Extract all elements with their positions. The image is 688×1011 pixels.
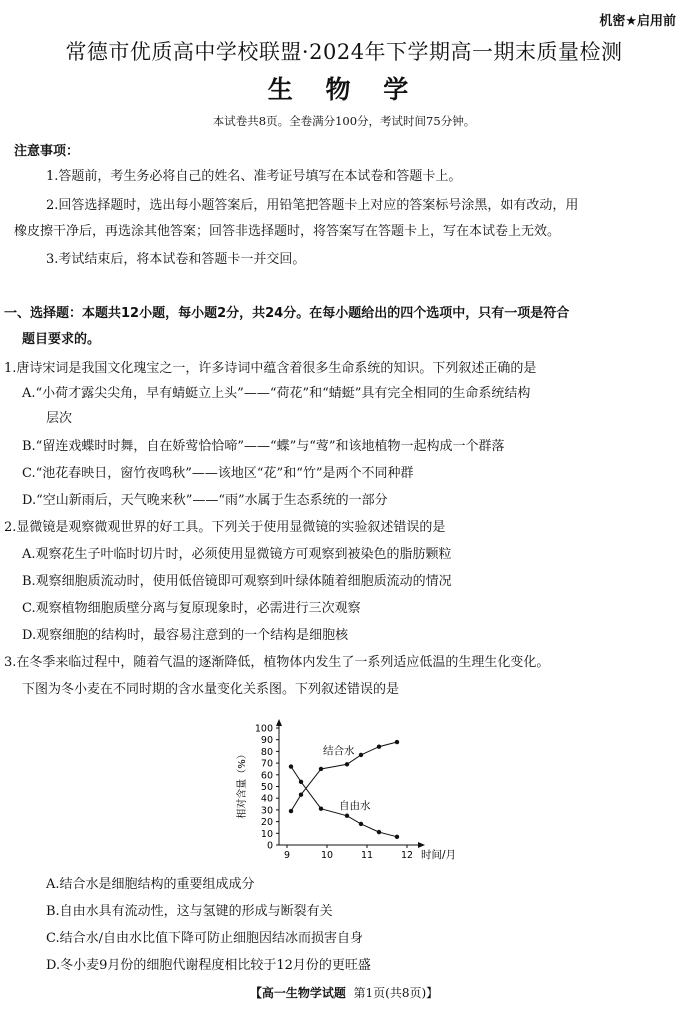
question-1-option-a: A.“小荷才露尖尖角，早有蜻蜓立上头”——“荷花”和“蜻蜓”具有完全相同的生命系统结构 — [22, 386, 531, 401]
data-point-bound-water — [299, 792, 303, 796]
question-2-option-d: D.观察细胞的结构时，最容易注意到的一个结构是细胞核 — [22, 628, 349, 643]
question-3-option-d: D.冬小麦9月份的细胞代谢程度相比较于12月份的更旺盛 — [46, 958, 371, 973]
y-tick-label: 20 — [260, 817, 273, 829]
y-axis-label: 相对含量（%） — [237, 749, 248, 819]
question-1-option-c: C.“池花春映日，窗竹夜鸣秋”——该地区“花”和“竹”是两个不同种群 — [22, 466, 414, 481]
y-tick-label: 90 — [260, 735, 273, 747]
data-point-bound-water — [395, 740, 399, 744]
data-point-bound-water — [359, 753, 363, 757]
data-point-free-water — [345, 814, 349, 818]
y-tick-label: 10 — [260, 828, 273, 840]
question-2-option-c: C.观察植物细胞质壁分离与复原现象时，必需进行三次观察 — [22, 601, 361, 616]
confidential-label: 机密★启用前 — [599, 14, 676, 29]
question-1-option-a-cont: 层次 — [46, 411, 73, 426]
annotation-free-water: 自由水 — [339, 800, 371, 812]
x-tick-label: 12 — [400, 850, 414, 861]
y-tick-label: 50 — [260, 782, 273, 793]
question-3-option-b: B.自由水具有流动性，这与氢键的形成与断裂有关 — [46, 904, 333, 919]
data-point-free-water — [395, 835, 399, 839]
notes-title: 注意事项： — [14, 144, 80, 159]
section-title-cont: 题目要求的。 — [22, 332, 101, 347]
note-item: 橡皮擦干净后，再选涂其他答案；回答非选择题时，将答案写在答题卡上，写在本试卷上无效。 — [14, 224, 561, 239]
question-1-stem: 1.唐诗宋词是我国文化瑰宝之一，许多诗词中蕴含着很多生命系统的知识。下列叙述正确的是 — [4, 361, 537, 376]
data-point-bound-water — [289, 809, 293, 813]
data-point-free-water — [289, 764, 293, 768]
x-tick-label: 11 — [360, 850, 374, 861]
y-tick-label: 80 — [260, 746, 273, 758]
data-point-bound-water — [377, 745, 381, 749]
question-2-option-b: B.观察细胞质流动时，使用低倍镜即可观察到叶绿体随着细胞质流动的情况 — [22, 574, 452, 589]
annotation-bound-water: 结合水 — [323, 745, 355, 757]
x-tick-label: 9 — [283, 850, 291, 861]
question-2-stem: 2.显微镜是观察微观世界的好工具。下列关于使用显微镜的实验叙述错误的是 — [4, 520, 446, 535]
footer-title: 【高一生物学试题 — [249, 986, 346, 1000]
note-item: 2.回答选择题时，选出每小题答案后，用铅笔把答题卡上对应的答案标号涂黑，如有改动，用 — [46, 198, 579, 213]
x-axis-label: 时间/月 — [421, 849, 457, 861]
x-tick-label: 10 — [320, 850, 334, 861]
exam-title: 常德市优质高中学校联盟·2024年下学期高一期末质量检测 — [65, 40, 623, 64]
y-tick-label: 100 — [254, 723, 273, 735]
question-2-option-a: A.观察花生子叶临时切片时，必须使用显微镜方可观察到被染色的脂肪颗粒 — [22, 547, 452, 562]
footer-page: 第1页(共8页)】 — [353, 986, 439, 1000]
x-axis-arrow — [418, 842, 425, 848]
x-ticks — [284, 845, 413, 861]
question-3-stem: 3.在冬季来临过程中，随着气温的逐渐降低，植物体内发生了一系列适应低温的生理生化变化。 — [4, 655, 550, 670]
question-3-option-c: C.结合水/自由水比值下降可防止细胞因结冰而损害自身 — [46, 931, 363, 946]
note-item: 3.考试结束后，将本试卷和答题卡一并交回。 — [46, 252, 306, 267]
subject-title: 生 物 学 — [267, 75, 421, 104]
y-tick-label: 30 — [260, 805, 273, 817]
data-point-free-water — [377, 830, 381, 834]
y-tick-label: 70 — [260, 758, 273, 770]
y-tick-label: 0 — [266, 840, 273, 852]
question-3-stem-cont: 下图为冬小麦在不同时期的含水量变化关系图。下列叙述错误的是 — [22, 682, 400, 697]
y-tick-label: 40 — [260, 793, 273, 805]
data-point-free-water — [299, 780, 303, 784]
data-point-free-water — [359, 822, 363, 826]
y-ticks — [255, 724, 279, 852]
y-tick-label: 60 — [260, 770, 273, 782]
page-footer — [0, 984, 688, 1001]
exam-intro: 本试卷共8页。全卷满分100分，考试时间75分钟。 — [212, 114, 476, 128]
water-content-chart — [225, 712, 475, 867]
question-1-option-b: B.“留连戏蝶时时舞，自在娇莺恰恰啼”——“蝶”与“莺”和该地植物一起构成一个群落 — [22, 439, 505, 454]
data-point-free-water — [319, 807, 323, 811]
question-1-option-d: D.“空山新雨后，天气晚来秋”——“雨”水属于生态系统的一部分 — [22, 493, 388, 508]
note-item: 1.答题前，考生务必将自己的姓名、准考证号填写在本试卷和答题卡上。 — [46, 169, 462, 184]
data-point-bound-water — [319, 767, 323, 771]
section-title: 一、选择题：本题共12小题，每小题2分，共24分。在每小题给出的四个选项中，只有一项是符合 — [4, 306, 570, 321]
question-3-option-a: A.结合水是细胞结构的重要组成成分 — [46, 877, 255, 892]
y-axis-arrow — [276, 719, 282, 726]
data-point-bound-water — [345, 762, 349, 766]
